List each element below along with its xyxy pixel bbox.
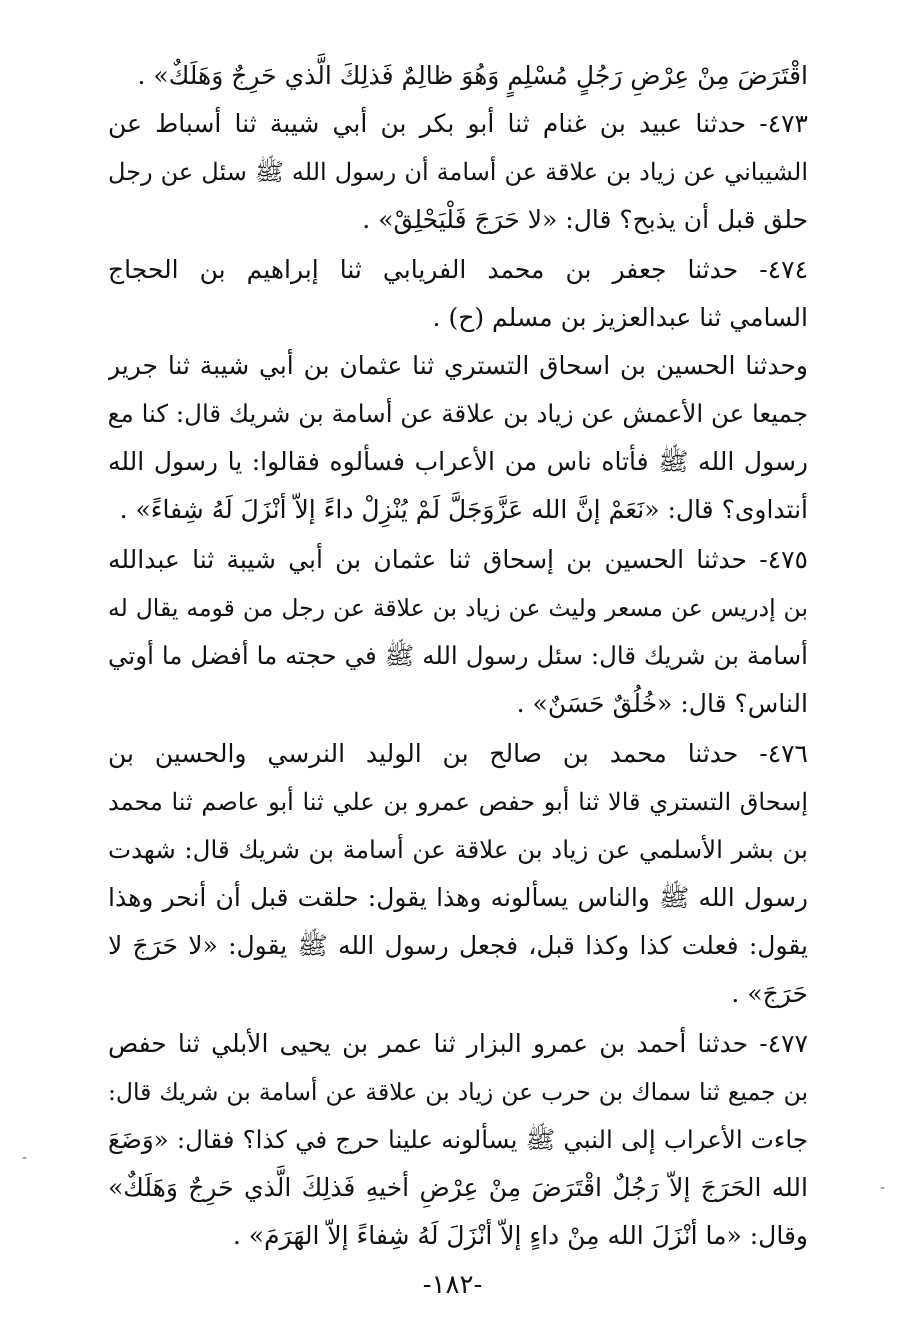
text-line: وحدثنا الحسين بن اسحاق التستري ثنا عثمان بن أبي شيبة ثنا جرير — [108, 351, 808, 380]
margin-mark: - — [880, 1180, 886, 1196]
text-line: حَرَجَ» . — [731, 979, 808, 1008]
margin-mark: - — [22, 1150, 28, 1166]
text-line: جميعا عن الأعمش عن زياد بن علاقة عن أسامة بن شريك قال: كنا مع — [108, 399, 808, 428]
text-line: الناس؟ قال: «خُلُقٌ حَسَنٌ» . — [516, 689, 808, 718]
text-line: وقال: «ما أنْزَلَ الله مِنْ داءٍ إلاّ أنْزَلَ لَهُ شِفاءً إلاّ الهَرَمَ» . — [232, 1221, 808, 1250]
text-line: السامي ثنا عبدالعزيز بن مسلم (ح) . — [432, 303, 808, 332]
text-line: أنتداوى؟ قال: «نَعَمْ إنَّ الله عَزَّوَجَلَّ لَمْ يُنْزِلْ داءً إلاّ أنْزَلَ لَهُ شِفاءً» . — [119, 495, 808, 524]
text-line: إسحاق التستري قالا ثنا أبو حفص عمرو بن علي ثنا أبو عاصم ثنا محمد — [108, 788, 808, 816]
text-line: رسول الله ﷺ والناس يسألونه وهذا يقول: حلقت قبل أن أنحر وهذا — [108, 883, 808, 912]
page-number: -١٨٢- — [422, 1270, 483, 1300]
hadith-477-line: ٤٧٧- حدثنا أحمد بن عمرو البزار ثنا عمر بن يحيى الأبلي ثنا حفص — [108, 1029, 808, 1058]
text-line: حلق قبل أن يذبح؟ قال: «لا حَرَجَ فَلْيَحْلِقْ» . — [362, 205, 808, 234]
hadith-474-line: ٤٧٤- حدثنا جعفر بن محمد الفريابي ثنا إبراهيم بن الحجاج — [108, 255, 808, 284]
text-line: جاءت الأعراب إلى النبي ﷺ يسألونه علينا حرج في كذا؟ فقال: «وَضَعَ — [108, 1125, 808, 1154]
text-line: بن جميع ثنا سماك بن حرب عن زياد بن علاقة عن أسامة بن شريك قال: — [108, 1078, 808, 1106]
text-line: بن بشر الأسلمي عن زياد بن علاقة عن أسامة بن شريك قال: شهدت — [108, 835, 808, 864]
text-line: أسامة بن شريك قال: سئل رسول الله ﷺ في حجته ما أفضل ما أوتي — [108, 641, 808, 670]
text-line: اقْتَرَضَ مِنْ عِرْضِ رَجُلٍ مُسْلِمٍ وَهُوَ ظالِمٌ فَذلِكَ الَّذي حَرِجٌ وَهَلَكٌ» . — [137, 61, 808, 90]
text-line: الشيباني عن زياد بن علاقة عن أسامة أن رسول الله ﷺ سئل عن رجل — [108, 158, 808, 186]
text-line: بن إدريس عن مسعر وليث عن زياد بن علاقة عن رجل من قومه يقال له — [108, 594, 808, 622]
hadith-475-line: ٤٧٥- حدثنا الحسين بن إسحاق ثنا عثمان بن أبي شيبة ثنا عبدالله — [108, 545, 808, 574]
hadith-476-line: ٤٧٦- حدثنا محمد بن صالح بن الوليد النرسي والحسين بن — [108, 739, 808, 768]
hadith-473-line: ٤٧٣- حدثنا عبيد بن غنام ثنا أبو بكر بن أبي شيبة ثنا أسباط عن — [108, 109, 808, 138]
text-line: الله الحَرَجَ إلاّ رَجُلٌ اقْتَرَضَ مِنْ عِرْضِ أخيهِ فَذلِكَ الَّذي حَرِجٌ وَهَلَكٌ» — [108, 1173, 808, 1202]
page-body — [108, 52, 808, 1302]
text-line: رسول الله ﷺ فأتاه ناس من الأعراب فسألوه فقالوا: يا رسول الله — [108, 447, 808, 476]
text-line: يقول: فعلت كذا وكذا قبل، فجعل رسول الله ﷺ يقول: «لا حَرَجَ لا — [108, 931, 808, 960]
